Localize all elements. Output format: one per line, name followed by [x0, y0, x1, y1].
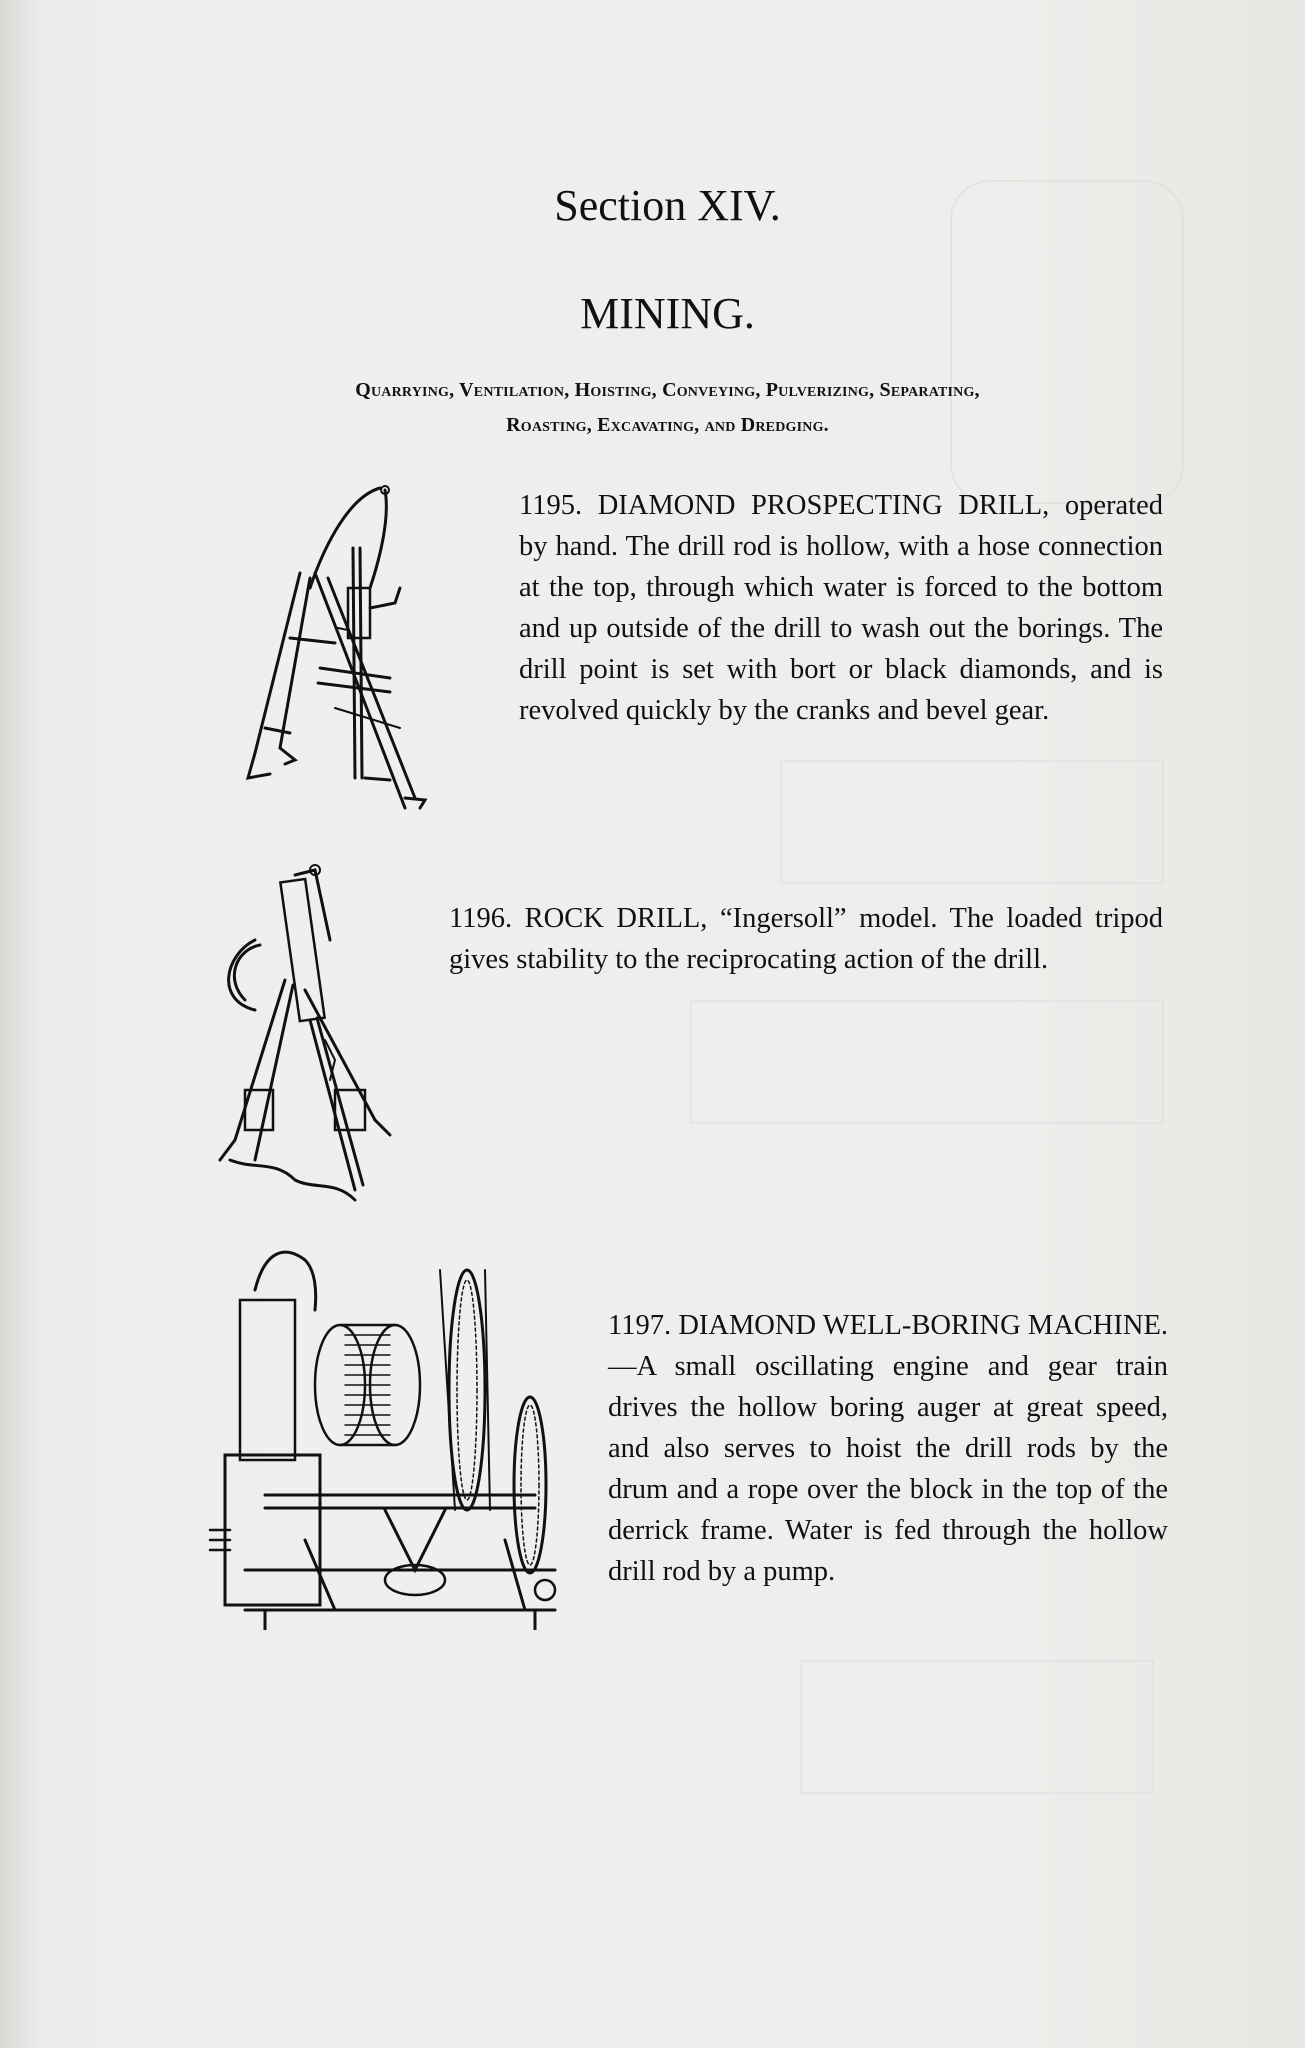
entry-text: DIAMOND WELL-BORING MACHINE.—A small oscillating engine and gear train drives the hollow boring auger at great speed, and also serves to hoist the drill rods by the drum and a rope over the block in the top of the derrick frame. Water is fed through the hollow drill rod by a pump. — [608, 1310, 1168, 1587]
bleed-through-shadow — [690, 1000, 1164, 1124]
entry-1195 — [519, 485, 1163, 731]
section-title: Section XIV. — [554, 181, 781, 230]
subtitle-line: Quarrying, Ventilation, Hoisting, Conveying, Pulverizing, Separating, — [355, 379, 980, 401]
entry-1196 — [449, 898, 1163, 980]
subtitle-line: Roasting, Excavating, and Dredging. — [506, 414, 829, 436]
chapter-heading: MINING. — [580, 289, 755, 338]
well-boring-machine-illustration — [205, 1240, 600, 1630]
diamond-prospecting-drill-illustration — [240, 478, 440, 813]
rock-drill-tripod-illustration — [215, 860, 395, 1210]
bleed-through-shadow — [780, 760, 1164, 884]
entry-number: 1195. — [519, 490, 583, 521]
entry-number: 1196. — [449, 903, 513, 934]
entry-1197 — [608, 1305, 1168, 1592]
bleed-through-shadow — [800, 1660, 1154, 1794]
section-subtitle — [180, 373, 1155, 443]
entry-number: 1197. — [608, 1310, 672, 1341]
entry-text: ROCK DRILL, “Ingersoll” model. The loaded tripod gives stability to the reciprocating action of the drill. — [449, 903, 1164, 975]
entry-text: DIAMOND PROSPECTING DRILL, operated by hand. The drill rod is hollow, with a hose connection at the top, through which water is forced to the bottom and up outside of the drill to wash out the borings. The drill point is set with bort or black diamonds, and is revolved quickly by the cranks and bevel gear. — [519, 490, 1164, 726]
